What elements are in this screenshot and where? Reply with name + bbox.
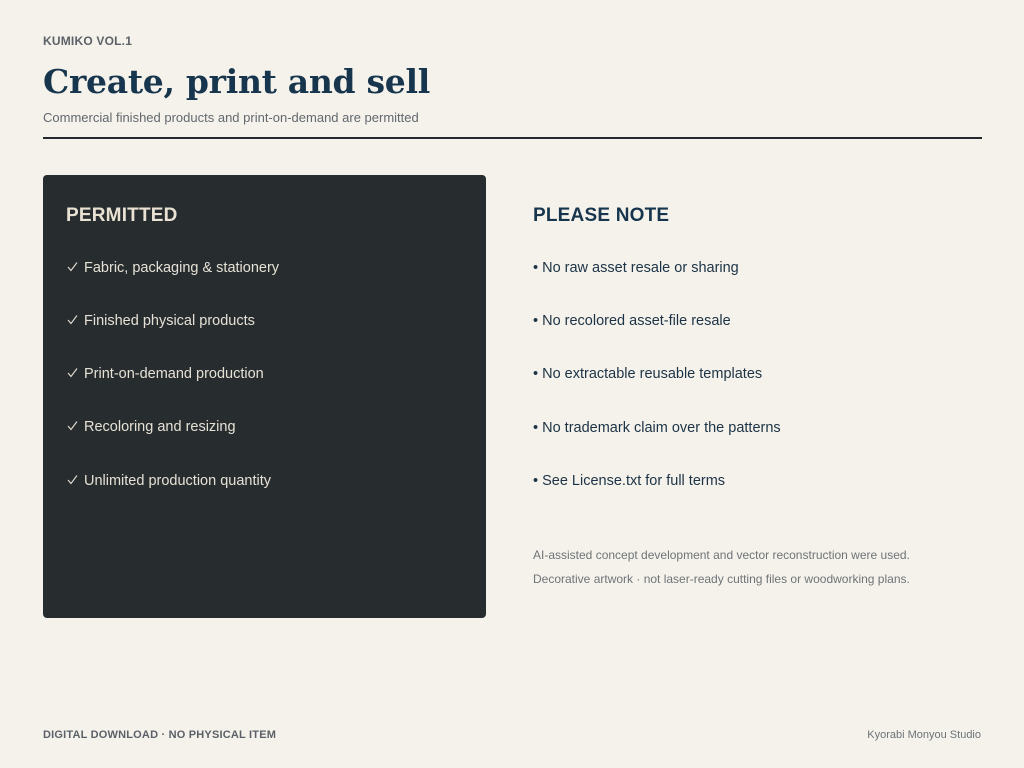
page-title: Create, print and sell: [43, 62, 430, 101]
note-item: • No extractable reusable templates: [533, 366, 763, 382]
permitted-item-label: Print-on-demand production: [84, 366, 264, 382]
header-divider: [43, 137, 982, 139]
check-icon: [67, 261, 78, 272]
check-icon: [67, 474, 78, 485]
permitted-item-label: Unlimited production quantity: [84, 473, 271, 489]
check-icon: [67, 314, 78, 325]
permitted-item-label: Fabric, packaging & stationery: [84, 260, 280, 276]
permitted-item: [67, 260, 279, 276]
note-item: • No raw asset resale or sharing: [533, 260, 739, 276]
permitted-item: [67, 313, 255, 329]
kicker: KUMIKO VOL.1: [43, 34, 133, 48]
permitted-heading: PERMITTED: [66, 205, 178, 226]
permitted-item-label: Finished physical products: [84, 313, 255, 329]
page-subtitle: Commercial finished products and print-on-demand are permitted: [43, 110, 419, 125]
note-heading: PLEASE NOTE: [533, 205, 670, 226]
permitted-item: [67, 473, 271, 489]
permitted-card: [43, 175, 486, 618]
fine-print: Decorative artwork · not laser-ready cutting files or woodworking plans.: [533, 572, 910, 586]
note-item: • No recolored asset-file resale: [533, 313, 731, 329]
permitted-item-label: Recoloring and resizing: [84, 419, 236, 435]
fine-print: AI-assisted concept development and vector reconstruction were used.: [533, 548, 910, 562]
check-icon: [67, 420, 78, 431]
note-item: • See License.txt for full terms: [533, 473, 726, 489]
note-item: • No trademark claim over the patterns: [533, 420, 781, 436]
footer-studio-name: Kyorabi Monyou Studio: [867, 729, 981, 741]
permitted-item: [67, 366, 264, 382]
permitted-item: [67, 419, 236, 435]
check-icon: [67, 367, 78, 378]
footer-delivery-note: DIGITAL DOWNLOAD · NO PHYSICAL ITEM: [43, 729, 277, 741]
